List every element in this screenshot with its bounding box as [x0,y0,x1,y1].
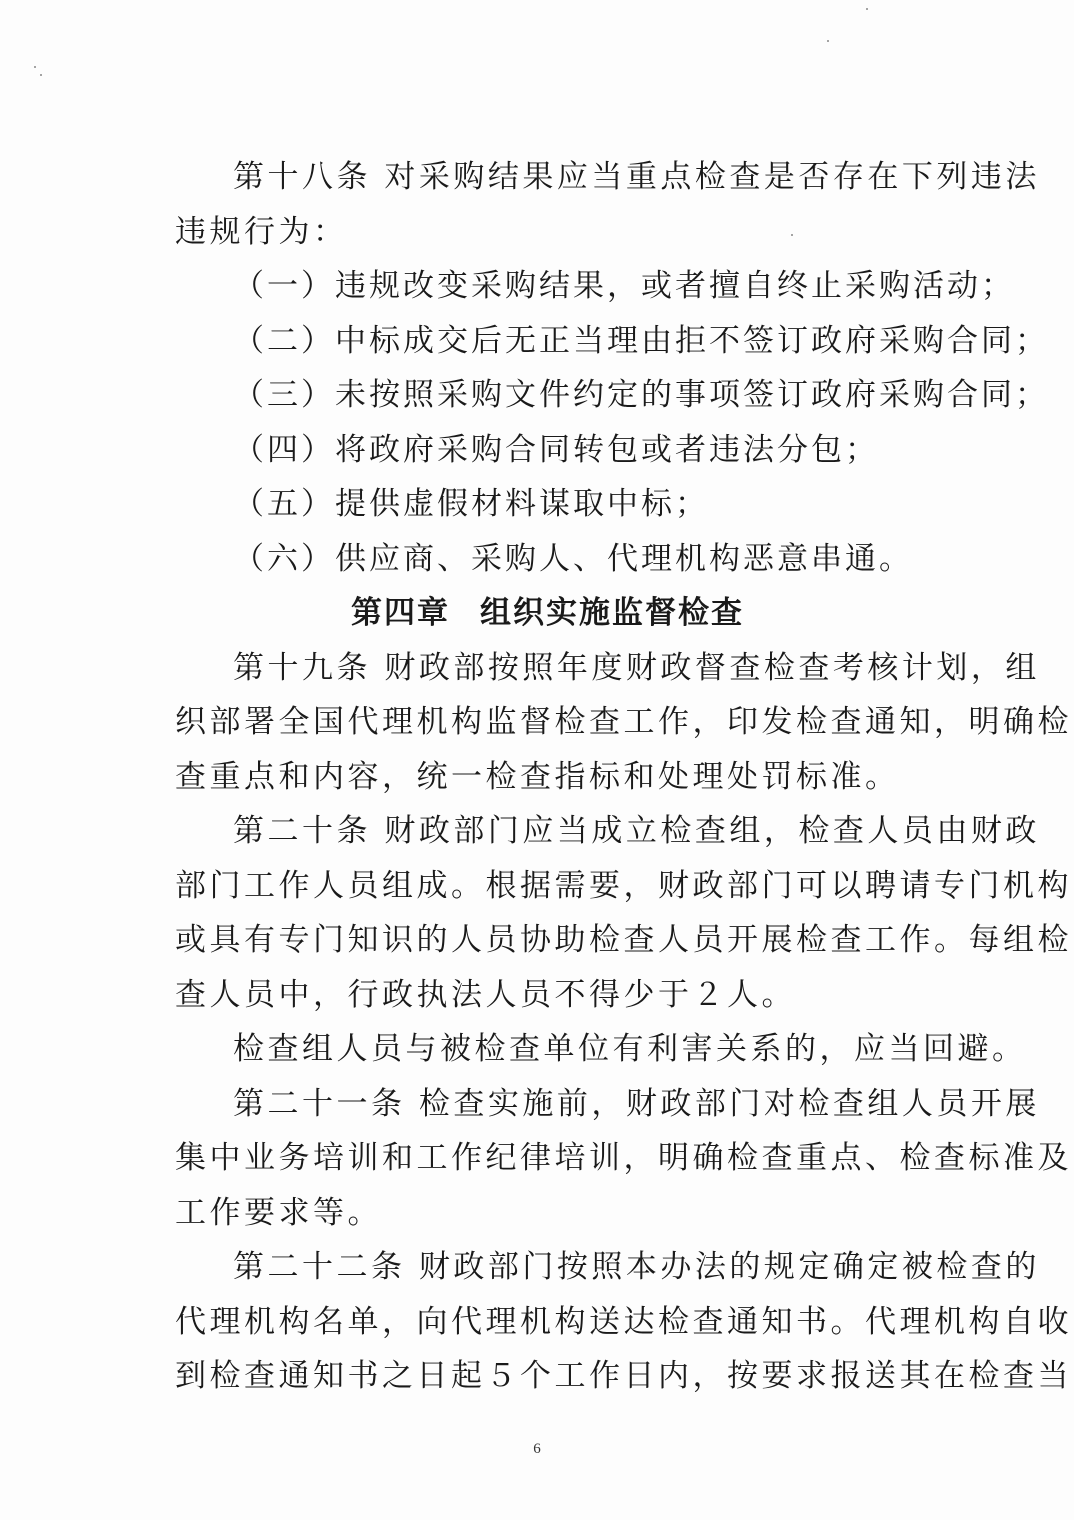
paragraph-line: 第十八条 对采购结果应当重点检查是否存在下列违法 [233,159,1040,195]
list-item: （四）将政府采购合同转包或者违法分包； [233,431,879,468]
document-body [175,150,1072,1404]
scan-speck [866,8,868,10]
paragraph-line: 织部署全国代理机构监督检查工作，印发检查通知，明确检 [175,704,1072,740]
paragraph-line: 到检查通知书之日起５个工作日内，按要求报送其在检查当 [175,1358,1072,1394]
paragraph-line: 集中业务培训和工作纪律培训，明确检查重点、检查标准及 [175,1140,1072,1176]
list-item: （六）供应商、采购人、代理机构恶意串通。 [233,540,913,577]
scan-speck [40,74,42,76]
list-item: （一）违规改变采购结果，或者擅自终止采购活动； [233,268,1015,304]
paragraph-line: 第二十条 财政部门应当成立检查组，检查人员由财政 [233,813,1040,849]
paragraph-line: 或具有专门知识的人员协助检查人员开展检查工作。每组检 [175,922,1072,958]
list-item: （三）未按照采购文件约定的事项签订政府采购合同； [233,377,1049,413]
chapter-heading [175,586,920,641]
paragraph-line: 代理机构名单，向代理机构送达检查通知书。代理机构自收 [175,1303,1072,1340]
paragraph-line: 工作要求等。 [175,1194,382,1231]
paragraph-line: 部门工作人员组成。根据需要，财政部门可以聘请专门机构 [175,867,1072,904]
list-item: （二）中标成交后无正当理由拒不签订政府采购合同； [233,322,1049,359]
paragraph-line: 查重点和内容，统一检查指标和处理处罚标准。 [175,758,900,795]
paragraph-line: 第十九条 财政部按照年度财政督查检查考核计划，组 [233,649,1040,686]
paragraph-line: 违规行为： [175,213,348,250]
paragraph-line: 第二十二条 财政部门按照本办法的规定确定被检查的 [233,1249,1040,1285]
paragraph-line: 检查组人员与被检查单位有利害关系的，应当回避。 [233,1031,1027,1067]
paragraph-line: 第二十一条 检查实施前，财政部门对检查组人员开展 [233,1085,1040,1122]
paragraph-line: 查人员中，行政执法人员不得少于２人。 [175,976,796,1013]
scan-speck [827,40,829,42]
list-item: （五）提供虚假材料谋取中标； [233,486,709,522]
chapter-number: 第四章 [351,595,450,631]
scan-speck [34,66,36,68]
chapter-title: 组织实施监督检查 [480,595,744,631]
page-number: 6 [533,1441,541,1457]
